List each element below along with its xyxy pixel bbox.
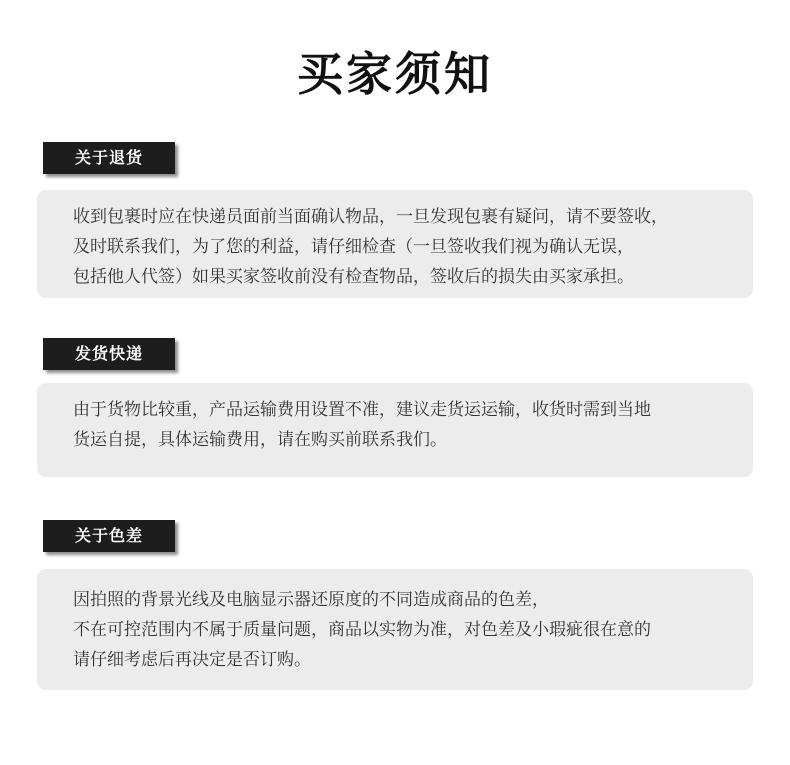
section-heading-shipping: 发货快递 [43,338,175,370]
section-text-line: 货运自提，具体运输费用，请在购买前联系我们。 [73,430,447,450]
page-title: 买家须知 [297,47,493,101]
section-text-line: 收到包裹时应在快递员面前当面确认物品，一旦发现包裹有疑问，请不要签收， [73,207,668,227]
section-body-color-difference [37,569,753,690]
section-text-line: 不在可控范围内不属于质量问题，商品以实物为准，对色差及小瑕疵很在意的 [73,620,651,640]
section-text-line: 由于货物比较重，产品运输费用设置不准，建议走货运运输，收货时需到当地 [73,400,651,420]
section-text-line: 包括他人代签）如果买家签收前没有检查物品，签收后的损失由买家承担。 [73,267,634,287]
section-heading-color-difference: 关于色差 [43,520,175,552]
section-text-line: 请仔细考虑后再决定是否订购。 [73,650,311,670]
section-heading-returns: 关于退货 [43,142,175,174]
section-text-line: 因拍照的背景光线及电脑显示器还原度的不同造成商品的色差， [73,590,549,610]
section-body-shipping [37,383,753,477]
section-body-returns [37,190,753,298]
section-text-line: 及时联系我们，为了您的利益，请仔细检查（一旦签收我们视为确认无误， [73,237,634,257]
